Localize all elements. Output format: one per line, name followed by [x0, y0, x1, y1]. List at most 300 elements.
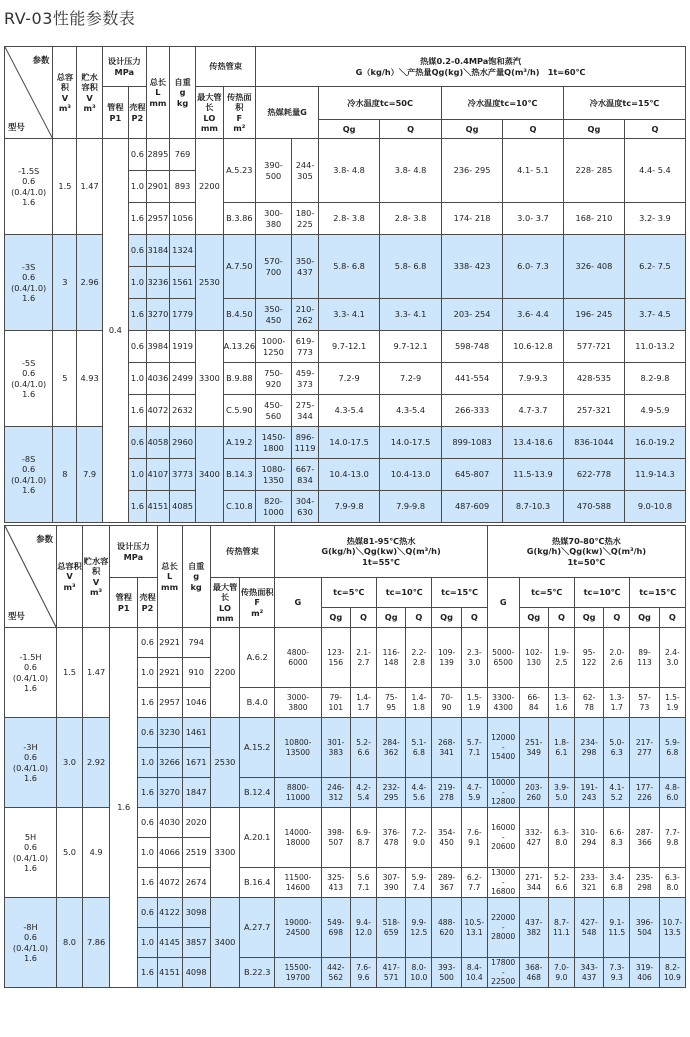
- value-cell: 236- 295: [442, 139, 503, 203]
- qg-cell: 667- 834: [291, 459, 318, 491]
- value-cell: 191- 243: [574, 778, 603, 808]
- value-cell: 14000- 18000: [275, 808, 321, 868]
- storage-volume-cell: 1.47: [77, 139, 102, 235]
- length-cell: 4058: [146, 427, 169, 459]
- value-cell: 8.4- 10.4: [461, 958, 487, 988]
- value-cell: 7.7- 9.8: [659, 808, 685, 868]
- value-cell: 268- 341: [432, 718, 461, 778]
- value-cell: 257-321: [563, 395, 624, 427]
- value-cell: 5.2- 6.6: [350, 718, 376, 778]
- value-cell: 12000 - 15400: [487, 718, 519, 778]
- value-cell: 5.2- 6.6: [548, 868, 574, 898]
- q-header: Q: [503, 120, 564, 139]
- model-cell: -5S 0.6 (0.4/1.0) 1.6: [5, 331, 53, 427]
- value-cell: 645-807: [442, 459, 503, 491]
- value-cell: 7.0- 9.0: [548, 958, 574, 988]
- value-cell: 10.6-12.8: [503, 331, 564, 363]
- param-label: 参数: [36, 534, 54, 544]
- weight-cell: 1561: [169, 267, 195, 299]
- value-cell: 441-554: [442, 363, 503, 395]
- value-cell: 2.8- 3.8: [319, 203, 380, 235]
- value-cell: 319- 406: [630, 958, 659, 988]
- group3-header: 冷水温度tc=15℃: [563, 87, 685, 120]
- shell-pressure-cell: 1.6: [128, 491, 146, 523]
- area-cell: B.14.3: [223, 459, 256, 491]
- value-cell: 7.9-9.3: [503, 363, 564, 395]
- medium-header: [256, 47, 686, 87]
- value-cell: 174- 218: [442, 203, 503, 235]
- value-cell: 7.2-9: [319, 363, 380, 395]
- length-cell: 2901: [146, 171, 169, 203]
- value-cell: 10800- 13500: [275, 718, 321, 778]
- model-cell: 5H 0.6 (0.4/1.0) 1.6: [5, 808, 57, 898]
- weight-cell: 893: [169, 171, 195, 203]
- weight-cell: 794: [182, 628, 210, 658]
- value-cell: 1.5- 1.9: [461, 688, 487, 718]
- storage-volume-cell: 7.86: [83, 898, 110, 988]
- length-cell: 2921: [157, 628, 182, 658]
- value-cell: 7.9-9.8: [380, 491, 442, 523]
- shell-pressure-cell: 1.0: [128, 267, 146, 299]
- value-cell: 10000 - 12800: [487, 778, 519, 808]
- value-cell: 217- 277: [630, 718, 659, 778]
- shell-pressure-cell: 1.0: [138, 748, 157, 778]
- value-cell: 6.0- 7.3: [503, 235, 564, 299]
- value-cell: 13.4-18.6: [503, 427, 564, 459]
- value-cell: 17800 - 22500: [487, 958, 519, 988]
- value-cell: 287- 366: [630, 808, 659, 868]
- value-cell: 4.4- 5.6: [406, 778, 432, 808]
- weight-cell: 4098: [182, 958, 210, 988]
- value-cell: 271- 344: [519, 868, 548, 898]
- shell-pressure-cell: 0.6: [128, 235, 146, 267]
- value-cell: 1.4- 1.8: [406, 688, 432, 718]
- shell-pressure-cell: 0.6: [128, 139, 146, 171]
- value-cell: 79- 101: [321, 688, 350, 718]
- value-cell: 7.6- 9.1: [461, 808, 487, 868]
- value-cell: 75- 95: [376, 688, 405, 718]
- length-cell: 4072: [157, 868, 182, 898]
- value-cell: 232- 295: [376, 778, 405, 808]
- total-volume-cell: 8.0: [57, 898, 83, 988]
- length-cell: 3230: [157, 718, 182, 748]
- length-cell: 4151: [157, 958, 182, 988]
- q-header: Q: [380, 120, 442, 139]
- value-cell: 1.9- 2.5: [548, 628, 574, 688]
- param-label: 参数: [32, 55, 50, 65]
- weight-header: 自重 g kg: [169, 47, 195, 139]
- value-cell: 4.3-5.4: [380, 395, 442, 427]
- storage-volume-cell: 2.96: [77, 235, 102, 331]
- shell-pressure-cell: 0.6: [128, 427, 146, 459]
- value-cell: 234- 298: [574, 718, 603, 778]
- qg-header: Qg: [630, 608, 659, 628]
- max-length-cell: 2200: [210, 628, 239, 718]
- value-cell: 398- 507: [321, 808, 350, 868]
- steam-performance-table-wrapper: [4, 46, 686, 523]
- a-tc15-header: tc=15℃: [432, 578, 488, 608]
- value-cell: 246- 312: [321, 778, 350, 808]
- value-cell: 5.9- 7.4: [406, 868, 432, 898]
- value-cell: 109- 139: [432, 628, 461, 688]
- consumption-cell: 820- 1000: [256, 491, 292, 523]
- max-length-cell: 2200: [196, 139, 223, 235]
- value-cell: 1.5- 1.9: [659, 688, 685, 718]
- consumption-cell: 1080- 1350: [256, 459, 292, 491]
- value-cell: 376- 478: [376, 808, 405, 868]
- shell-pressure-cell: 0.6: [138, 808, 157, 838]
- value-cell: 1.3- 1.7: [604, 688, 630, 718]
- shell-pressure-cell: 1.0: [128, 363, 146, 395]
- value-cell: 427- 548: [574, 898, 603, 958]
- qg-cell: 180- 225: [291, 203, 318, 235]
- b-tc10-header: tc=10℃: [574, 578, 629, 608]
- model-cell: -8H 0.6 (0.4/1.0) 1.6: [5, 898, 57, 988]
- length-cell: 4030: [157, 808, 182, 838]
- qg-cell: 619- 773: [291, 331, 318, 363]
- value-cell: 3000- 3800: [275, 688, 321, 718]
- consumption-cell: 300- 380: [256, 203, 292, 235]
- value-cell: 251- 349: [519, 718, 548, 778]
- value-cell: 7.3- 9.3: [604, 958, 630, 988]
- value-cell: 5.0- 6.3: [604, 718, 630, 778]
- corner-header: [5, 526, 57, 628]
- value-cell: 16.0-19.2: [624, 427, 685, 459]
- shell-pressure-cell: 0.6: [138, 628, 157, 658]
- value-cell: 10.4-13.0: [319, 459, 380, 491]
- shell-pressure-cell: 1.0: [138, 658, 157, 688]
- group1-header: 冷水温度tc=50C: [319, 87, 442, 120]
- value-cell: 4.1- 5.1: [503, 139, 564, 203]
- length-cell: 4151: [146, 491, 169, 523]
- medium-b-header: [487, 526, 685, 578]
- area-cell: A.20.1: [240, 808, 275, 868]
- storage-volume-cell: 4.9: [83, 808, 110, 898]
- value-cell: 2.8- 3.8: [380, 203, 442, 235]
- storage-volume-cell: 7.9: [77, 427, 102, 523]
- consumption-cell: 1000- 1250: [256, 331, 292, 363]
- length-header: 总长 L mm: [157, 526, 182, 628]
- max-length-cell: 3300: [196, 331, 223, 427]
- storage-volume-header: 贮水容积 V m³: [77, 47, 102, 139]
- value-cell: 284- 362: [376, 718, 405, 778]
- area-cell: B.12.4: [240, 778, 275, 808]
- value-cell: 203- 260: [519, 778, 548, 808]
- qg-cell: 275- 344: [291, 395, 318, 427]
- length-cell: 3184: [146, 235, 169, 267]
- value-cell: 196- 245: [563, 299, 624, 331]
- value-cell: 4.7-3.7: [503, 395, 564, 427]
- value-cell: 8.2-9.8: [624, 363, 685, 395]
- length-cell: 2957: [157, 688, 182, 718]
- shell-pressure-cell: 1.0: [128, 171, 146, 203]
- shell-pressure-cell: 0.6: [128, 331, 146, 363]
- value-cell: 307- 390: [376, 868, 405, 898]
- area-header: 传热面积 F m²: [223, 87, 256, 139]
- q-header: Q: [461, 608, 487, 628]
- value-cell: 5.8- 6.8: [380, 235, 442, 299]
- value-cell: 7.9-9.8: [319, 491, 380, 523]
- model-cell: -1.5S 0.6 (0.4/1.0) 1.6: [5, 139, 53, 235]
- weight-cell: 1671: [182, 748, 210, 778]
- group2-header: 冷水温度tc=10℃: [442, 87, 564, 120]
- value-cell: 70- 90: [432, 688, 461, 718]
- value-cell: 5.7- 7.1: [461, 718, 487, 778]
- model-label: 型号: [8, 610, 25, 621]
- weight-cell: 4085: [169, 491, 195, 523]
- value-cell: 301- 383: [321, 718, 350, 778]
- corner-header: [5, 47, 53, 139]
- b-tc15-header: tc=15℃: [630, 578, 686, 608]
- length-cell: 2921: [157, 658, 182, 688]
- value-cell: 89- 113: [630, 628, 659, 688]
- value-cell: 5.8- 6.8: [319, 235, 380, 299]
- value-cell: 8.7- 11.1: [548, 898, 574, 958]
- shell-pressure-cell: 1.0: [138, 838, 157, 868]
- value-cell: 4.4- 5.4: [624, 139, 685, 203]
- qg-header: Qg: [519, 608, 548, 628]
- value-cell: 235- 298: [630, 868, 659, 898]
- value-cell: 3.9- 5.0: [548, 778, 574, 808]
- table-row: [5, 718, 686, 748]
- value-cell: 3.0- 3.7: [503, 203, 564, 235]
- value-cell: 123- 156: [321, 628, 350, 688]
- length-cell: 2895: [146, 139, 169, 171]
- q-header: Q: [659, 608, 685, 628]
- table-row: [5, 898, 686, 928]
- heat-tube-header: 传热管束: [196, 47, 256, 87]
- weight-cell: 1919: [169, 331, 195, 363]
- consumption-cell: 450- 560: [256, 395, 292, 427]
- value-cell: 5.1- 6.8: [406, 718, 432, 778]
- value-cell: 6.2- 7.5: [624, 235, 685, 299]
- weight-cell: 1046: [182, 688, 210, 718]
- value-cell: 9.9- 12.5: [406, 898, 432, 958]
- value-cell: 22000 - 28000: [487, 898, 519, 958]
- weight-cell: 3773: [169, 459, 195, 491]
- consumption-cell: 1450- 1800: [256, 427, 292, 459]
- value-cell: 3.8- 4.8: [319, 139, 380, 203]
- total-volume-cell: 5: [53, 331, 77, 427]
- b-tc5-header: tc=5℃: [519, 578, 574, 608]
- weight-cell: 2674: [182, 868, 210, 898]
- area-cell: B.22.3: [240, 958, 275, 988]
- value-cell: 266-333: [442, 395, 503, 427]
- medium-a-line3: 1t=55℃: [362, 556, 400, 567]
- value-cell: 228- 285: [563, 139, 624, 203]
- max-length-cell: 3300: [210, 808, 239, 898]
- total-volume-cell: 5.0: [57, 808, 83, 898]
- value-cell: 6.9- 8.7: [350, 808, 376, 868]
- value-cell: 836-1044: [563, 427, 624, 459]
- value-cell: 102- 130: [519, 628, 548, 688]
- area-cell: B.3.86: [223, 203, 256, 235]
- value-cell: 10.7- 13.5: [659, 898, 685, 958]
- value-cell: 19000- 24500: [275, 898, 321, 958]
- weight-cell: 769: [169, 139, 195, 171]
- weight-cell: 1324: [169, 235, 195, 267]
- value-cell: 116- 148: [376, 628, 405, 688]
- value-cell: 14.0-17.5: [319, 427, 380, 459]
- length-cell: 3236: [146, 267, 169, 299]
- value-cell: 577-721: [563, 331, 624, 363]
- max-length-cell: 2530: [210, 718, 239, 808]
- qg-header: Qg: [563, 120, 624, 139]
- value-cell: 393- 500: [432, 958, 461, 988]
- weight-header: 自重 g kg: [182, 526, 210, 628]
- value-cell: 6.3- 8.0: [659, 868, 685, 898]
- qg-cell: 210- 262: [291, 299, 318, 331]
- total-volume-cell: 1.5: [57, 628, 83, 718]
- model-cell: -8S 0.6 (0.4/1.0) 1.6: [5, 427, 53, 523]
- hot-water-performance-table-wrapper: [4, 525, 686, 988]
- area-cell: B.4.0: [240, 688, 275, 718]
- qg-cell: 244- 305: [291, 139, 318, 203]
- consumption-cell: 350- 450: [256, 299, 292, 331]
- value-cell: 66- 84: [519, 688, 548, 718]
- weight-cell: 1779: [169, 299, 195, 331]
- qg-header: Qg: [319, 120, 380, 139]
- value-cell: 2.2- 2.8: [406, 628, 432, 688]
- qg-header: Qg: [321, 608, 350, 628]
- weight-cell: 910: [182, 658, 210, 688]
- model-cell: -1.5H 0.6 (0.4/1.0) 1.6: [5, 628, 57, 718]
- steam-performance-table: [4, 46, 686, 523]
- value-cell: 95- 122: [574, 628, 603, 688]
- model-label: 型号: [8, 121, 25, 132]
- area-cell: A.15.2: [240, 718, 275, 778]
- shell-pressure-header: 壳程 P2: [138, 578, 157, 628]
- storage-volume-cell: 1.47: [83, 628, 110, 718]
- value-cell: 10.5- 13.1: [461, 898, 487, 958]
- value-cell: 3.3- 4.1: [380, 299, 442, 331]
- length-cell: 3984: [146, 331, 169, 363]
- area-cell: A.7.50: [223, 235, 256, 299]
- value-cell: 4.1- 5.2: [604, 778, 630, 808]
- value-cell: 2.0- 2.6: [604, 628, 630, 688]
- design-pressure-header: 设计压力 MPa: [102, 47, 146, 87]
- value-cell: 233- 321: [574, 868, 603, 898]
- value-cell: 2.4- 3.0: [659, 628, 685, 688]
- shell-pressure-cell: 1.6: [128, 203, 146, 235]
- total-volume-cell: 3: [53, 235, 77, 331]
- length-cell: 4036: [146, 363, 169, 395]
- value-cell: 9.7-12.1: [319, 331, 380, 363]
- max-length-header: 最大管长 LO mm: [210, 578, 239, 628]
- weight-cell: 3857: [182, 928, 210, 958]
- value-cell: 9.0-10.8: [624, 491, 685, 523]
- qg-cell: 896- 1119: [291, 427, 318, 459]
- value-cell: 622-778: [563, 459, 624, 491]
- max-length-cell: 3400: [210, 898, 239, 988]
- value-cell: 8800- 11000: [275, 778, 321, 808]
- value-cell: 15500- 19700: [275, 958, 321, 988]
- length-cell: 4066: [157, 838, 182, 868]
- medium-a-header: [275, 526, 488, 578]
- value-cell: 219- 278: [432, 778, 461, 808]
- shell-pressure-cell: 1.0: [128, 459, 146, 491]
- length-cell: 3270: [157, 778, 182, 808]
- shell-pressure-cell: 1.6: [138, 868, 157, 898]
- tube-pressure-header: 管程 P1: [110, 578, 138, 628]
- value-cell: 1.3- 1.6: [548, 688, 574, 718]
- q-header: Q: [548, 608, 574, 628]
- value-cell: 177- 226: [630, 778, 659, 808]
- q-header: Q: [350, 608, 376, 628]
- consumption-header: 热媒耗量G: [256, 87, 319, 139]
- shell-pressure-cell: 0.6: [138, 718, 157, 748]
- value-cell: 10.4-13.0: [380, 459, 442, 491]
- q-header: Q: [624, 120, 685, 139]
- value-cell: 354- 450: [432, 808, 461, 868]
- value-cell: 13000 - 16800: [487, 868, 519, 898]
- table-row: [5, 808, 686, 838]
- table-row: [5, 139, 686, 171]
- shell-pressure-cell: 1.6: [128, 299, 146, 331]
- qg-header: Qg: [442, 120, 503, 139]
- length-cell: 4122: [157, 898, 182, 928]
- area-cell: B.4.50: [223, 299, 256, 331]
- value-cell: 3.3- 4.1: [319, 299, 380, 331]
- area-cell: A.5.23: [223, 139, 256, 203]
- value-cell: 11.5-13.9: [503, 459, 564, 491]
- design-pressure-header: 设计压力 MPa: [110, 526, 158, 578]
- qg-header: Qg: [376, 608, 405, 628]
- medium-b-line3: 1t=50℃: [567, 556, 606, 567]
- heat-tube-header: 传热管束: [210, 526, 274, 578]
- value-cell: 5000- 6500: [487, 628, 519, 688]
- value-cell: 1.4- 1.7: [350, 688, 376, 718]
- area-cell: A.6.2: [240, 628, 275, 688]
- value-cell: 437- 382: [519, 898, 548, 958]
- area-cell: B.9.88: [223, 363, 256, 395]
- value-cell: 203- 254: [442, 299, 503, 331]
- value-cell: 4.2- 5.4: [350, 778, 376, 808]
- qg-header: Qg: [432, 608, 461, 628]
- value-cell: 3.8- 4.8: [380, 139, 442, 203]
- value-cell: 487-609: [442, 491, 503, 523]
- value-cell: 11.9-14.3: [624, 459, 685, 491]
- value-cell: 549- 698: [321, 898, 350, 958]
- medium-b-line1: 热媒70-80℃热水: [552, 536, 621, 547]
- max-length-cell: 2530: [196, 235, 223, 331]
- q-header: Q: [406, 608, 432, 628]
- value-cell: 289- 367: [432, 868, 461, 898]
- value-cell: 368- 468: [519, 958, 548, 988]
- medium-header-line1: 热媒0.2-0.4MPa饱和蒸汽: [420, 56, 522, 67]
- g-header: G: [487, 578, 519, 628]
- qg-cell: 350- 437: [291, 235, 318, 299]
- value-cell: 4800- 6000: [275, 628, 321, 688]
- value-cell: 3.4- 6.8: [604, 868, 630, 898]
- shell-pressure-cell: 0.6: [138, 898, 157, 928]
- value-cell: 1.8- 6.1: [548, 718, 574, 778]
- tube-pressure-cell: 1.6: [110, 628, 138, 988]
- value-cell: 7.6- 9.6: [350, 958, 376, 988]
- value-cell: 396- 504: [630, 898, 659, 958]
- total-volume-cell: 1.5: [53, 139, 77, 235]
- weight-cell: 1056: [169, 203, 195, 235]
- value-cell: 16000 - 20600: [487, 808, 519, 868]
- value-cell: 442- 562: [321, 958, 350, 988]
- q-header: Q: [604, 608, 630, 628]
- weight-cell: 3098: [182, 898, 210, 928]
- storage-volume-cell: 4.93: [77, 331, 102, 427]
- weight-cell: 1461: [182, 718, 210, 748]
- length-cell: 3270: [146, 299, 169, 331]
- value-cell: 11500- 14600: [275, 868, 321, 898]
- value-cell: 6.3- 8.0: [548, 808, 574, 868]
